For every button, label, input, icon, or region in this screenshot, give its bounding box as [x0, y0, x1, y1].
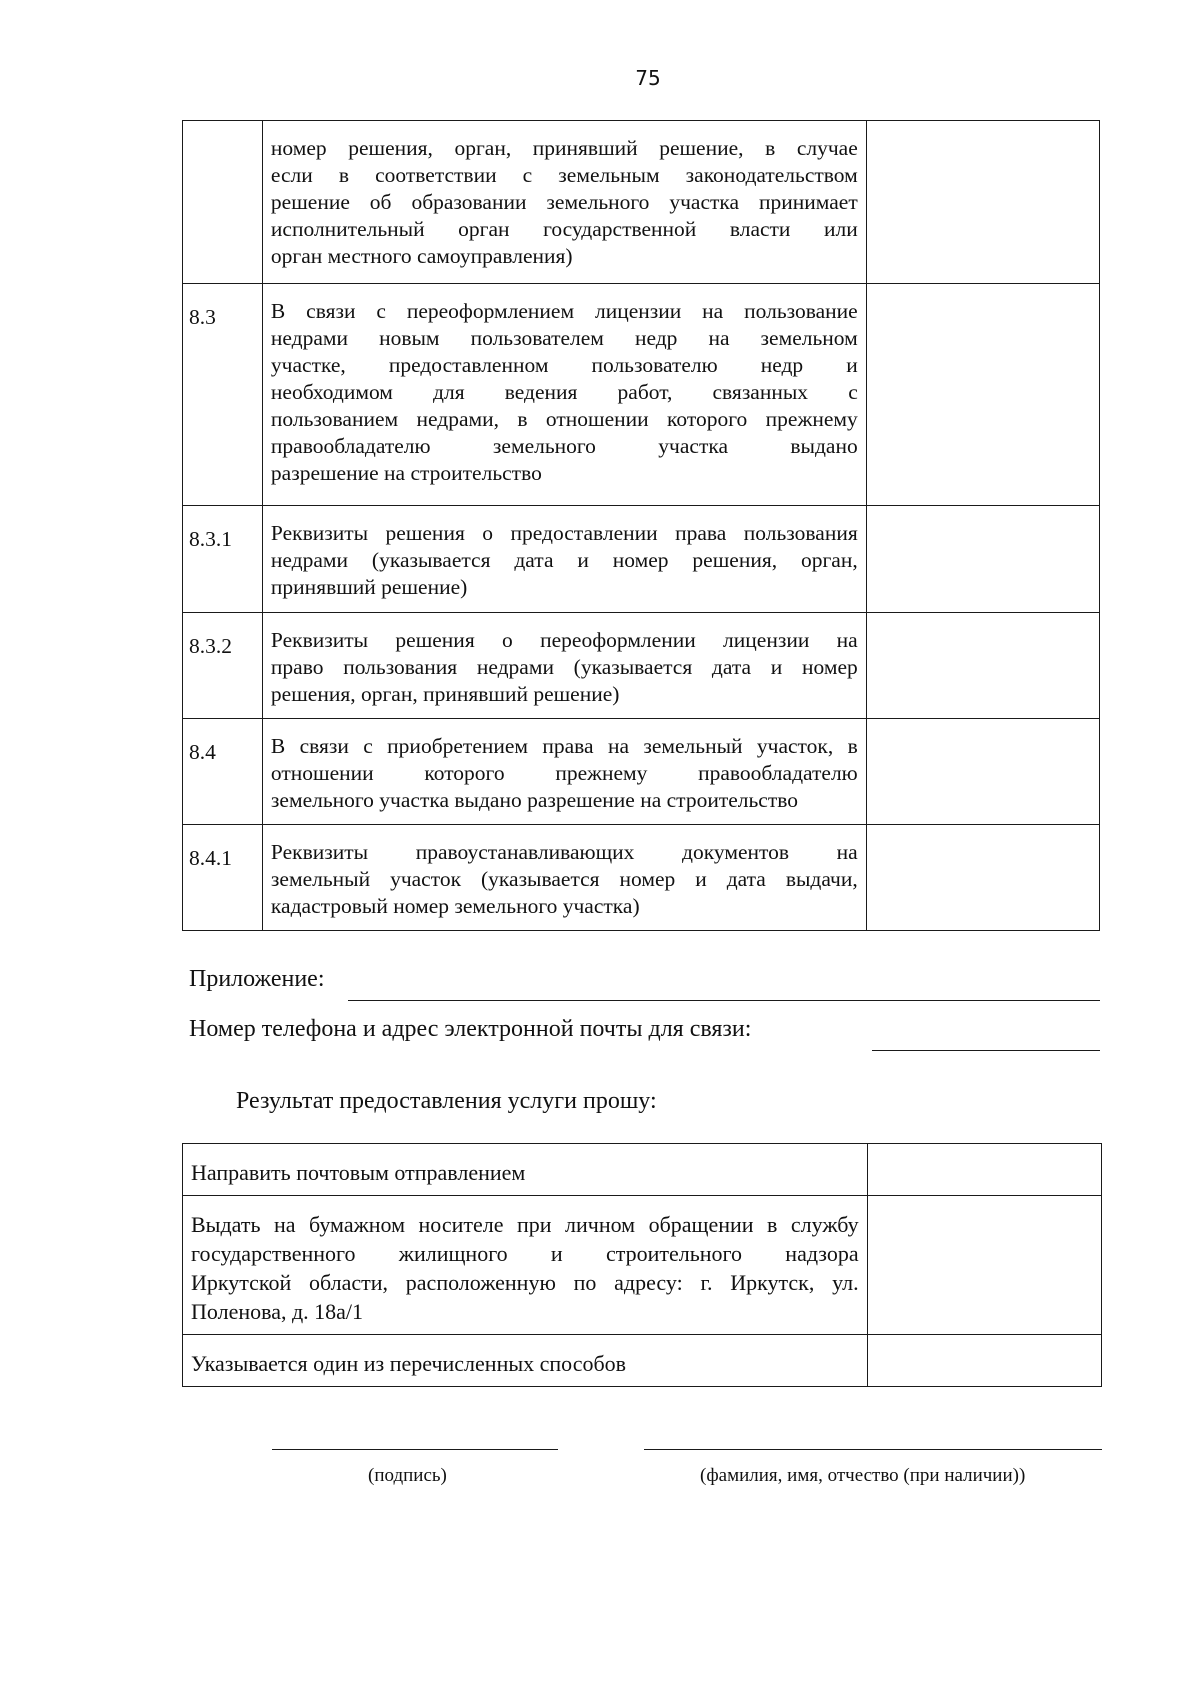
- text-line: решения, орган, принявший решение): [270, 682, 620, 706]
- text-line: если в соответствии с земельным законодательством: [270, 163, 858, 187]
- text-line: принявший решение): [270, 575, 468, 599]
- row-number: 8.3: [183, 284, 263, 506]
- text-line: Иркутской области, расположенную по адресу: г. Иркутск, ул.: [191, 1270, 859, 1295]
- row-description: [262, 825, 866, 931]
- table-row: [183, 613, 1100, 719]
- option-text: [183, 1196, 868, 1335]
- value-cell[interactable]: [866, 506, 1099, 613]
- value-cell[interactable]: [866, 284, 1099, 506]
- row-description: [262, 719, 866, 825]
- signature-line[interactable]: [272, 1449, 558, 1450]
- text-line: кадастровый номер земельного участка): [270, 894, 640, 918]
- row-description: [262, 284, 866, 506]
- text-line: Реквизиты решения о переоформлении лицензии на: [270, 628, 858, 652]
- table-row: [183, 121, 1100, 284]
- table-row: [183, 1144, 1102, 1196]
- option-mark-cell[interactable]: [867, 1335, 1101, 1387]
- full-name-line[interactable]: [644, 1449, 1102, 1450]
- option-mark-cell[interactable]: [867, 1144, 1101, 1196]
- option-text: [183, 1144, 868, 1196]
- table-row: [183, 506, 1100, 613]
- table-row: [183, 284, 1100, 506]
- row-number: 8.3.1: [183, 506, 263, 613]
- row-description: [262, 506, 866, 613]
- table-row: [183, 719, 1100, 825]
- text-line: номер решения, орган, принявший решение, в случае: [270, 136, 858, 160]
- text-line: отношении которого прежнему правообладателю: [270, 761, 858, 785]
- full-name-caption: (фамилия, имя, отчество (при наличии)): [700, 1465, 1026, 1486]
- text-line: государственного жилищного и строительного надзора: [191, 1241, 859, 1266]
- row-number: [183, 121, 263, 284]
- value-cell[interactable]: [866, 613, 1099, 719]
- application-details-table: [182, 120, 1100, 931]
- result-method-table: [182, 1143, 1102, 1387]
- text-line: пользованием недрами, в отношении которого прежнему: [270, 407, 858, 431]
- text-line: Направить почтовым отправлением: [191, 1160, 526, 1185]
- option-text: [183, 1335, 868, 1387]
- text-line: орган местного самоуправления): [270, 244, 573, 268]
- text-line: правообладателю земельного участка выдано: [270, 434, 858, 458]
- attachment-label: Приложение:: [189, 966, 325, 992]
- table-row: [183, 1196, 1102, 1335]
- text-line: необходимом для ведения работ, связанных с: [270, 380, 858, 404]
- text-line: исполнительный орган государственной власти или: [270, 217, 858, 241]
- value-cell[interactable]: [866, 719, 1099, 825]
- row-number: 8.4: [183, 719, 263, 825]
- text-line: недрами новым пользователем недр на земельном: [270, 326, 858, 350]
- signature-caption: (подпись): [368, 1465, 447, 1486]
- text-line: право пользования недрами (указывается дата и номер: [270, 655, 858, 679]
- row-description: [262, 613, 866, 719]
- value-cell[interactable]: [866, 825, 1099, 931]
- page-number: 75: [635, 66, 661, 90]
- text-line: Реквизиты правоустанавливающих документов на: [270, 840, 858, 864]
- text-line: недрами (указывается дата и номер решения, орган,: [270, 548, 858, 572]
- text-line: разрешение на строительство: [270, 461, 542, 485]
- text-line: земельный участок (указывается номер и дата выдачи,: [270, 867, 858, 891]
- row-description: [262, 121, 866, 284]
- text-line: решение об образовании земельного участка принимает: [270, 190, 858, 214]
- table-row: [183, 1335, 1102, 1387]
- attachment-field[interactable]: [348, 1000, 1100, 1001]
- text-line: Поленова, д. 18а/1: [191, 1299, 364, 1324]
- option-mark-cell[interactable]: [867, 1196, 1101, 1335]
- text-line: Выдать на бумажном носителе при личном обращении в службу: [191, 1212, 859, 1237]
- text-line: Указывается один из перечисленных способов: [191, 1351, 627, 1376]
- result-label: Результат предоставления услуги прошу:: [236, 1088, 657, 1114]
- text-line: В связи с переоформлением лицензии на пользование: [270, 299, 858, 323]
- text-line: участке, предоставленном пользователю недр и: [270, 353, 858, 377]
- table-row: [183, 825, 1100, 931]
- text-line: В связи с приобретением права на земельный участок, в: [270, 734, 858, 758]
- row-number: 8.4.1: [183, 825, 263, 931]
- value-cell[interactable]: [866, 121, 1099, 284]
- text-line: земельного участка выдано разрешение на строительство: [270, 788, 798, 812]
- contact-field[interactable]: [872, 1050, 1100, 1051]
- text-line: Реквизиты решения о предоставлении права пользования: [270, 521, 858, 545]
- contact-label: Номер телефона и адрес электронной почты для связи:: [189, 1016, 752, 1042]
- row-number: 8.3.2: [183, 613, 263, 719]
